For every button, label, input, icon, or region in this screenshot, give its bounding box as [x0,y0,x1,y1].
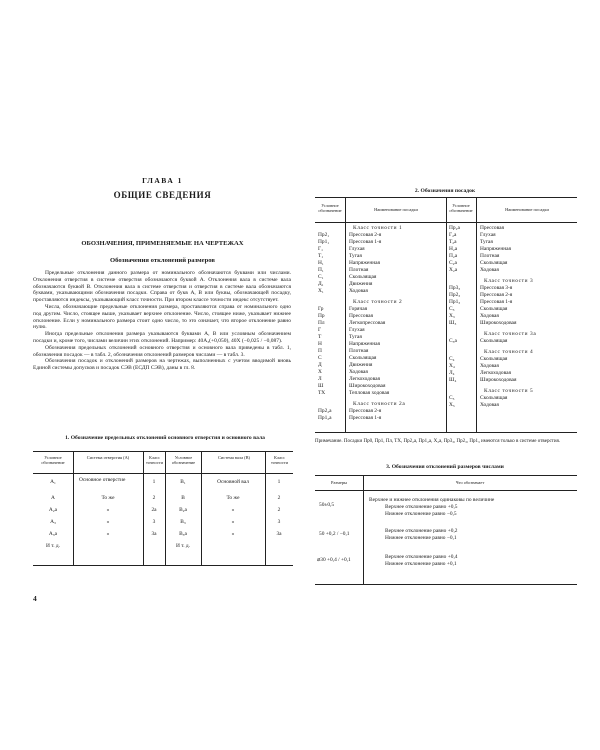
table2-row [446,285,577,292]
table3: Размеры Что обозначает 50±0,5 Верхнее и нижнее отклонения одинаковы по величине Верхнее отклонение равно +0,5 Нижнее отклонение равно −0,5 50 +0,2 / −0,1 Верхнее отклонение равно +0,2 Нижнее отклонение равно −0,1 ⌀30 +0,4 / +0,1 Верхнее отклонение равно +0,4 Нижнее отклонение равно +0,1 [315,475,577,585]
table1-header: Система отверстия (А) [86,455,130,460]
fit-name: Напряженная [480,246,511,252]
table2-row [446,306,577,313]
table2-row [315,281,446,288]
fit-name: Тепловая ходовая [349,390,390,396]
table2-row [446,239,577,246]
fit-code: Т₁ [318,253,324,259]
fit-name: Тугая [349,334,362,340]
table1-header: Класс точности [145,455,164,465]
fit-name: Скользящая [480,260,508,266]
fit-name: Скользящая [480,356,508,362]
table2-row [315,355,446,362]
fit-name: Ходовая [480,363,499,369]
fit-name: Скользящая [480,338,508,344]
table2-note: Примечание. Посадки Пр0, Пр1, Пл, ТХ, Пр2₂а, Пр1₂а, Х₂а, Пр3₃, Пр2₃, Пр1₃ имеются только в системе отверстия. [315,439,561,444]
table2-header: Наименование посадки [505,207,549,212]
fit-name: Прессовая 2-я [480,292,513,298]
fit-code: Ш [318,383,324,389]
table2-row [446,370,577,377]
fit-name: Легкоходовая [480,370,511,376]
body-text [33,270,291,372]
fit-code: Пл [318,320,325,326]
table2-row [315,253,446,260]
fit-code: Гр [318,306,324,312]
fit-code: Пр2₃ [449,292,461,298]
table2-row [446,232,577,239]
fit-name: Скользящая [349,274,377,280]
table2-class-heading [315,401,446,408]
table2-row [315,327,446,334]
table2-row [315,288,446,295]
fit-code: С₄ [449,356,455,362]
table2-row [446,246,577,253]
table2 [315,197,577,433]
table1: Условное обозначение Система отверстия (А) Класс точности Условное обозначение Система вала (В) Класс точности А₁ Основное отверстие 1 В₁ Основной вал 1 А То же 2 В То же 2 А₂а » 2а В₂а » 2 А₃ » 3 В₃ » 3 А₃а » 3а В₃а » 3а И т. д. И т. д. [33,451,293,566]
table2-row [315,232,446,239]
paragraph: Числа, обозначающие предельные отклонения размера, проставляются справа от номинального одно под другим. Число, стоящее выше, указывает верхнее отклонение. Число, стоящее ниже, указывает нижнее отклонение. Если у номинального размера стоит одно число, то это означает, что второе отклонение равно нулю. [33,303,291,331]
table2-row [315,267,446,274]
fit-code: ТХ [318,390,326,396]
class-label: Класс точности 3а [484,331,537,337]
section-title: ОБОЗНАЧЕНИЯ, ПРИМЕНЯЕМЫЕ НА ЧЕРТЕЖАХ [81,240,244,247]
fit-code: Пр3₃ [449,285,461,291]
fit-name: Скользящая [349,355,377,361]
table2-row [315,376,446,383]
fit-code: С₅ [449,395,455,401]
table2-row [446,402,577,409]
class-label: Класс точности 4 [484,349,534,355]
fit-code: Л [318,376,322,382]
table2-row [315,415,446,422]
table2-class-heading [446,388,577,395]
table2-row [446,267,577,274]
fit-name: Глухая [349,246,365,252]
fit-code: Х₂а [449,267,458,273]
table2-row [446,292,577,299]
table2-header: Наименование посадки [374,207,418,212]
fit-name: Ходовая [349,369,368,375]
class-label: Класс точности 2а [353,401,406,407]
fit-code: Д₁ [318,281,324,287]
fit-name: Ходовая [480,267,499,273]
table1-header: Класс точности [270,455,289,465]
table2-class-heading [446,278,577,285]
table2-row [315,362,446,369]
fit-code: Х [318,369,322,375]
page-number: 4 [33,594,37,603]
fit-name: Ходовая [480,313,499,319]
table2-class-heading [315,299,446,306]
fit-name: Прессовая [480,225,504,231]
fit-code: П₂а [449,253,458,259]
table2-row [315,383,446,390]
fit-name: Тугая [480,239,493,245]
table3-caption: 3. Обозначения отклонений размеров числами [386,464,504,470]
chapter-title: ОБЩИЕ СВЕДЕНИЯ [113,190,212,200]
table2-row [446,356,577,363]
chapter-number: ГЛАВА 1 [142,176,183,185]
table2-row [446,225,577,232]
table2-row [315,390,446,397]
fit-name: Прессовая 1-я [349,415,382,421]
table2-class-heading [446,331,577,338]
table2-row [315,306,446,313]
fit-name: Скользящая [480,306,508,312]
fit-code: Пр₂а [449,225,460,231]
fit-code: Пр1₂а [318,415,332,421]
fit-name: Плотная [480,253,500,259]
table2-row [315,408,446,415]
fit-code: С₂а [449,260,457,266]
fit-name: Прессовая 1-я [480,299,513,305]
table2-row [315,348,446,355]
fit-code: Пр1₃ [449,299,461,305]
fit-code: С [318,355,322,361]
table2-row [315,239,446,246]
fit-code: Х₃ [449,313,455,319]
fit-name: Легкопрессовая [349,320,386,326]
fit-name: Напряженная [349,260,380,266]
table3-header: Что обозначает [455,480,485,485]
fit-code: Ш₃ [449,320,457,326]
table3-header: Размеры [331,480,347,485]
fit-name: Прессовая 3-я [480,285,513,291]
fit-name: Широкоходовая [480,377,517,383]
class-label: Класс точности 1 [353,225,403,231]
paragraph: Предельные отклонения данного размера от номинального обозначаются буквами или числами. Отклонения отверстия в системе отверстия обозначаются буквой А. Отклонения вала в системе вала обозначаются буквой В. Отклонения вала в системе отверстия и отверстия в системе вала обозначаются буквами, указывающими обозначения посадки. Справа от букв А, В или буквы, обозначающей посадку, проставляются индексы, указывающий класс точности. При втором классе точности индекс отсутствует. [33,270,291,304]
fit-code: Х₁ [318,288,324,294]
fit-code: Х₄ [449,363,455,369]
paragraph: Обозначения предельных отклонений основного отверстия и основного вала приведены в табл. 1, обозначения посадок — в табл. 2, обозначения отклонений размеров числами — в табл. 3. [33,344,291,358]
fit-code: Н [318,341,322,347]
fit-code: Пр2₂а [318,408,332,414]
fit-code: Д [318,362,322,368]
fit-code: Г₁ [318,246,323,252]
fit-name: Плотная [349,267,369,273]
fit-name: Ходовая [349,288,368,294]
fit-code: С₁ [318,274,324,280]
fit-code: С₃а [449,338,457,344]
table2-row [446,320,577,327]
fit-code: Н₁ [318,260,324,266]
fit-code: Пр [318,313,325,319]
table2-row [446,363,577,370]
fit-name: Горячая [349,306,368,312]
fit-code: Т₂а [449,239,457,245]
fit-name: Прессовая 2-я [349,232,382,238]
table2-row [446,260,577,267]
table2-row [315,334,446,341]
fit-name: Тугая [349,253,362,259]
fit-code: Ш₄ [449,377,457,383]
paragraph: Иногда предельные отклонения размера указываются буквами А, В или условным обозначением посадки и, кроме того, числами величин этих отклонений. Например: 40А₃(+0,050), 40Х (−0,025 / −0,087). [33,331,291,344]
table2-row [315,369,446,376]
table2-class-heading [315,225,446,232]
fit-code: П [318,348,322,354]
table1-header: Условное обозначение [171,455,196,465]
fit-name: Легкоходовая [349,376,380,382]
table2-row [315,260,446,267]
table2-row [446,377,577,384]
fit-code: Л₄ [449,370,455,376]
class-label: Класс точности 2 [353,299,403,305]
fit-code: Н₂а [449,246,458,252]
table2-row [315,313,446,320]
fit-name: Широкоходовая [349,383,386,389]
fit-name: Глухая [480,232,496,238]
table2-row [315,341,446,348]
fit-name: Прессовая 1-я [349,239,382,245]
table2-row [315,246,446,253]
paragraph: Обозначения посадок и отклонений размеров на чертежах, выполненных с учетом вводимой вновь Единой системы допусков и посадок СЭВ (ЕСДП СЭВ), даны в гл. 8. [33,358,291,372]
table2-row [446,299,577,306]
table2-row [315,274,446,281]
fit-code: Х₅ [449,402,455,408]
fit-name: Напряженная [349,341,380,347]
fit-code: Г [318,327,322,333]
fit-code: Пр2₁ [318,232,330,238]
table1-header: Система вала (В) [218,455,250,460]
fit-name: Глухая [349,327,365,333]
class-label: Класс точности 3 [484,278,534,284]
table1-header: Условное обозначение [41,455,65,465]
table2-row [446,313,577,320]
fit-name: Прессовая [349,313,373,319]
fit-name: Движения [349,362,373,368]
table2-row [446,253,577,260]
fit-name: Скользящая [480,395,508,401]
fit-name: Ходовая [480,402,499,408]
fit-code: П₁ [318,267,324,273]
table2-caption: 2. Обозначения посадок [414,188,476,194]
fit-name: Широкоходовая [480,320,517,326]
subsection-title: Обозначения отклонений размеров [110,257,215,264]
table2-row [446,395,577,402]
table2-row [315,320,446,327]
fit-name: Прессовая 2-я [349,408,382,414]
fit-code: С₃ [449,306,455,312]
table2-row [446,338,577,345]
fit-name: Плотная [349,348,369,354]
fit-code: Г₂а [449,232,457,238]
fit-name: Движения [349,281,373,287]
table2-class-heading [446,349,577,356]
table1-caption: 1. Обозначение предельных отклонений основного отверстия и основного вала [65,435,265,441]
table2-header: Условное обозначение [449,203,473,213]
fit-code: Т [318,334,322,340]
table2-header: Условное обозначение [318,203,342,213]
fit-code: Пр1₁ [318,239,330,245]
class-label: Класс точности 5 [484,388,534,394]
